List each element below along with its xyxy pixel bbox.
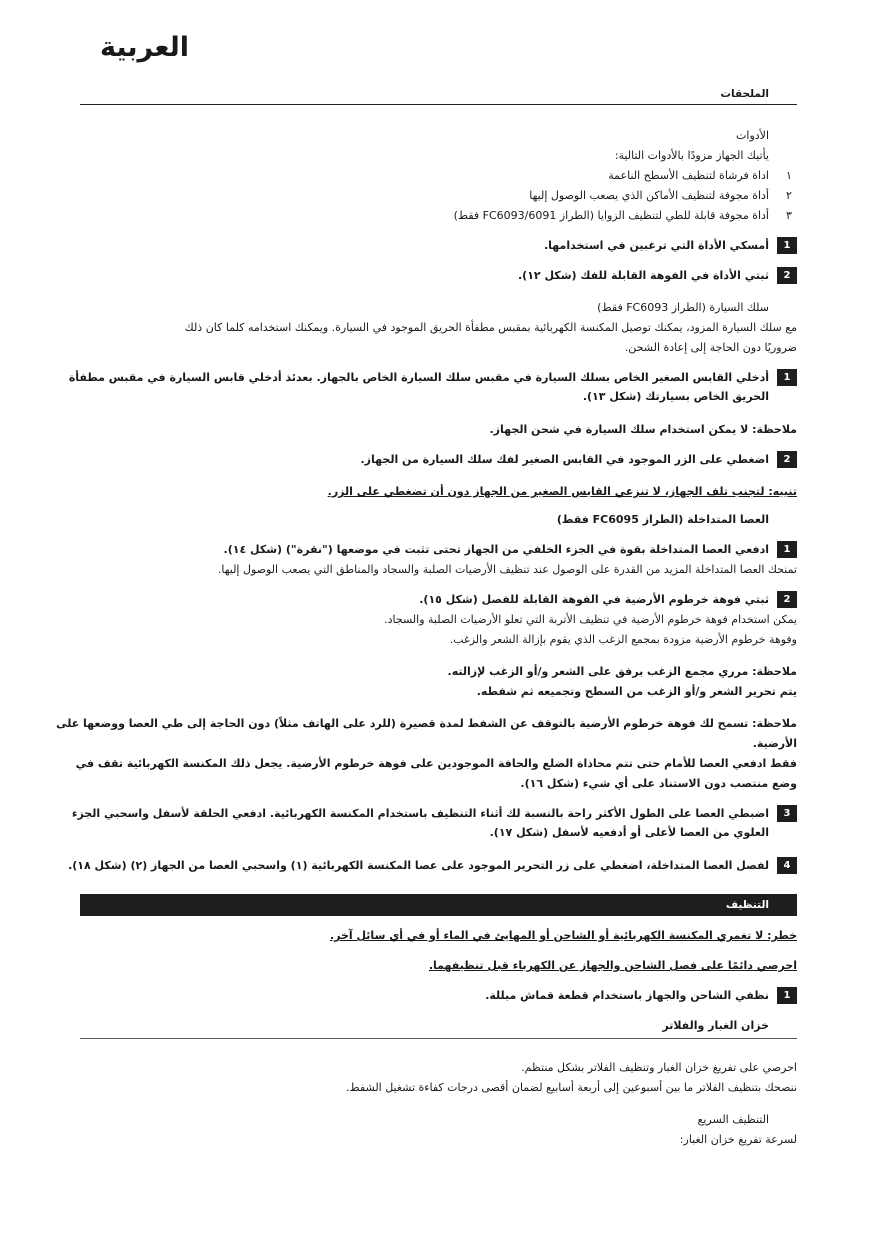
step-text: أدخلي القابس الصغير الخاص بسلك السيارة في مقبس سلك السيارة الخاص بالجهاز. بعدئذ أدخلي قابس السيارة في مقبس مطفأة [68, 371, 769, 384]
step-text: ادفعي العصا المتداخلة بقوة في الجزء الخلفي من الجهاز تحتى تثبت في موضعها ("نقرة") (شكل ١٤). [223, 543, 769, 556]
car-cord-desc: مع سلك السيارة المزود، يمكنك توصيل المكنسة الكهربائية بمقبس مطفأة الحريق الموجود في السيارة. ويمكنك استخدامه كلما كان ذلك [184, 321, 797, 334]
step-text: ثبتي الأداة في الفوهة القابلة للفك (شكل ١٢). [518, 269, 769, 282]
list-text: أداة مجوفة لتنظيف الأماكن الذي يصعب الوصول إليها [529, 189, 769, 202]
warning-text [80, 956, 797, 975]
step-item [80, 266, 797, 285]
step-text: اضبطي العصا على الطول الأكثر راحة بالنسبة لك أثناء التنظيف باستخدام المكنسة الكهربائية. ادفعي الحلقة لأسفل واسحبي الجزء [71, 807, 769, 820]
step-item [80, 236, 797, 255]
list-text: اداة فرشاة لتنظيف الأسطح الناعمة [608, 169, 769, 182]
step-text: الحريق الخاص بسيارتك (شكل ١٣). [582, 390, 769, 403]
step-number: 1 [777, 237, 797, 254]
step-item [80, 540, 797, 559]
note-text: ملاحظة: مرري مجمع الزغب برفق على الشعر و/أو الزغب لإزالته. [447, 665, 797, 678]
list-number: ٢ [786, 189, 792, 202]
step-number: 1 [777, 369, 797, 386]
dust-desc: ننصحك بتنظيف الفلاتر ما بين أسبوعين إلى أربعة أسابيع لضمان أقصى درجات كفاءة تشغيل الشفط. [346, 1081, 797, 1094]
tube-desc: يمكن استخدام فوهة خرطوم الأرضية في تنظيف الأتربة التي تعلو الأرضيات الصلبة والسجاد. [384, 613, 797, 626]
step-number: 1 [777, 541, 797, 558]
car-cord-desc: ضروريًا دون الحاجة إلى إعادة الشحن. [624, 341, 797, 354]
step-text: اضغطي على الزر الموجود في القابس الصغير لفك سلك السيارة من الجهاز. [360, 453, 769, 466]
list-number: ٣ [786, 209, 792, 222]
language-title: العربية [100, 32, 189, 63]
cleaning-section-bar: التنظيف [80, 894, 797, 916]
note-text: ملاحظة: تسمح لك فوهة خرطوم الأرضية بالتوقف عن الشفط لمدة قصيرة (للرد على الهاتف مثلاً) دون الحاجة إلى طي العصا ووضعها على [56, 717, 797, 730]
step-text: العلوي من العصا لأعلى أو أدفعيه لأسفل (شكل ١٧). [489, 826, 769, 839]
note-text: فقط ادفعي العصا للأمام حتى تتم محاذاة الضلع والحافة الموجودين على فوهة خرطوم الأرضية. يجعل ذلك المكنسة الكهربائية تقف في [75, 757, 797, 770]
list-item [80, 186, 797, 205]
danger-text [80, 926, 797, 945]
step-text: لفصل العصا المتداخلة، اضغطي على زر التحرير الموجود على عصا المكنسة الكهربائية (١) واسحبي العصا من الجهاز (٢) (شكل ١٨). [68, 859, 769, 872]
note-text: الأرضية. [752, 737, 797, 750]
warning-label: احرصي دائمًا على فصل الشاحن والجهاز عن الكهرباء قبل تنظيفهما. [428, 959, 797, 972]
step-item [80, 986, 797, 1005]
caution-label: تنبيه: لتجنب تلف الجهاز، لا تنزعي القابس الصغير من الجهاز دون أن تضغطي على الزر. [327, 485, 797, 498]
caution-text [80, 482, 797, 501]
quick-desc: لسرعة تفريغ خزان الغبار: [679, 1133, 797, 1146]
step-text: نظفي الشاحن والجهاز باستخدام قطعة قماش مبللة. [485, 989, 769, 1002]
quick-heading: التنظيف السريع [697, 1113, 769, 1126]
note-text: ملاحظة: لا يمكن استخدام سلك السيارة في شحن الجهاز. [489, 423, 797, 436]
step-item [80, 590, 797, 609]
subsection-rule [80, 1038, 797, 1039]
note-text: يتم تحرير الشعر و/أو الزغب من السطح وتجميعه ثم شفطه. [476, 685, 797, 698]
note-text: وضع منتصب دون الاستناد على أي شيء (شكل ١٦). [520, 777, 797, 790]
step-number: 4 [777, 857, 797, 874]
tools-intro: يأتيك الجهاز مزودًا بالأدوات التالية: [614, 149, 769, 162]
step-item [71, 804, 797, 842]
section-heading: الملحقات [720, 88, 769, 100]
dust-desc: احرصي على تفريغ خزان الغبار وتنظيف الفلاتر بشكل منتظم. [521, 1061, 797, 1074]
list-number: ١ [786, 169, 792, 182]
step-item [68, 368, 797, 406]
danger-label: خطر: لا تغمري المكنسة الكهربائية أو الشاحن أو المهايئ في الماء أو في أي سائل آخر. [329, 929, 797, 942]
step-item [80, 450, 797, 469]
tube-desc: تمنحك العصا المتداخلة المزيد من القدرة على الوصول عند تنظيف الأرضيات الصلبة والسجاد والمناطق التي يصعب الوصول إليها. [217, 563, 797, 576]
step-number: 2 [777, 451, 797, 468]
tube-desc: وفوهة خرطوم الأرضية مزودة بمجمع الزغب الذي يقوم بإزالة الشعر والزغب. [449, 633, 797, 646]
step-number: 2 [777, 267, 797, 284]
step-number: 2 [777, 591, 797, 608]
section-rule [80, 104, 797, 105]
car-cord-heading: سلك السيارة (الطراز FC6093 فقط) [597, 301, 769, 314]
step-item [68, 856, 797, 875]
list-item [80, 166, 797, 185]
step-text: ثبتي فوهة خرطوم الأرضية في الفوهة القابلة للفصل (شكل ١٥). [419, 593, 769, 606]
list-item [80, 206, 797, 225]
tube-heading: العصا المتداخلة (الطراز FC6095 فقط) [556, 513, 769, 526]
step-number: 1 [777, 987, 797, 1004]
tools-heading: الأدوات [736, 129, 769, 142]
step-number: 3 [777, 805, 797, 822]
list-text: أداة مجوفة قابلة للطي لتنظيف الزوايا (الطراز FC6093/6091 فقط) [453, 209, 769, 222]
dust-heading: خزان الغبار والفلاتر [662, 1019, 769, 1032]
step-text: أمسكي الأداة التي ترغبين في استخدامها. [543, 239, 769, 252]
